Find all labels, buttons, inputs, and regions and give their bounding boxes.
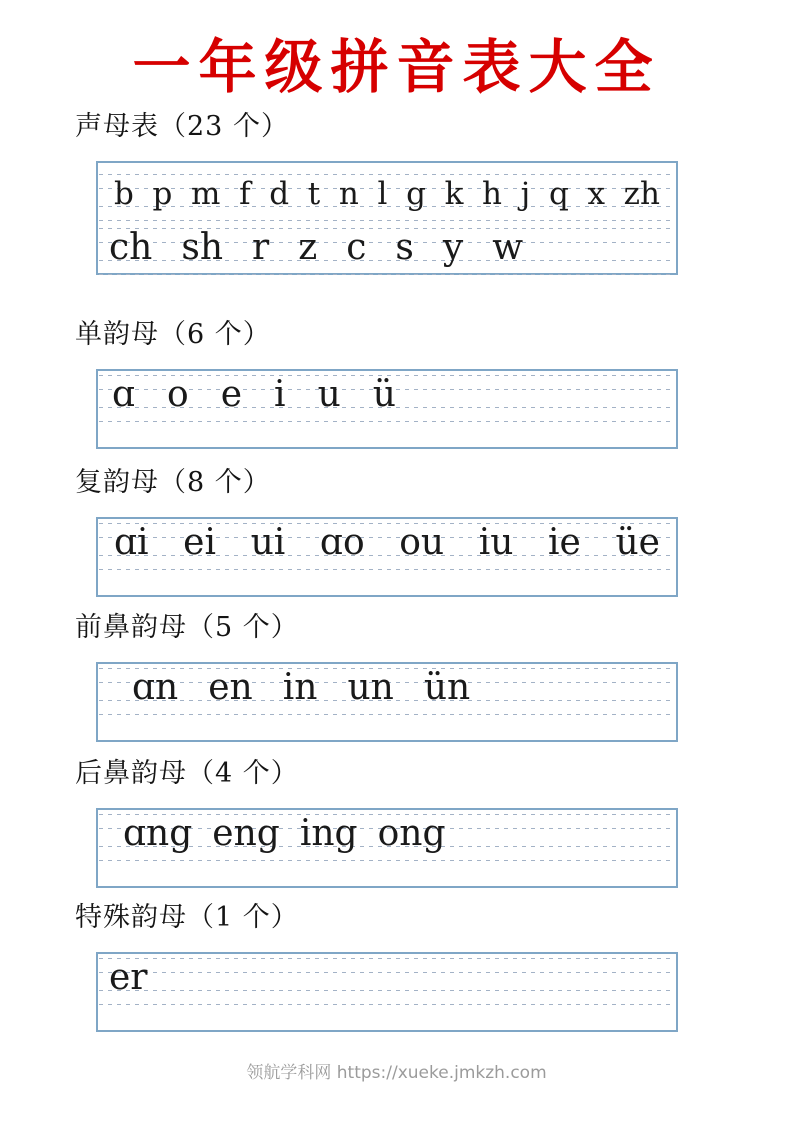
watermark-footer: 领航学科网 https://xueke.jmkzh.com (246, 1063, 547, 1083)
section-heading: 单韵母（6 个） (75, 319, 271, 350)
section-compound-finals (0, 466, 793, 597)
section-heading: 后鼻韵母（4 个） (75, 758, 299, 789)
pinyin-letter: x (587, 176, 605, 212)
pinyin-letter: z (298, 227, 318, 268)
pinyin-letter: j (520, 176, 531, 212)
pinyin-letter: ɑn (132, 667, 179, 708)
pinyin-letter: f (239, 176, 251, 212)
four-line-grid (99, 227, 675, 275)
pinyin-letter-row (99, 169, 675, 221)
pinyin-letter-row (99, 953, 675, 1005)
pinyin-letter: q (548, 176, 569, 212)
section-heading: 声母表（23 个） (75, 111, 289, 142)
four-line-grid (99, 957, 675, 1005)
section-back-nasal-finals (0, 757, 793, 888)
pinyin-letter: ch (109, 227, 153, 268)
pinyin-letter: ei (183, 522, 216, 563)
pinyin-letter: h (482, 176, 503, 212)
section-simple-finals (0, 318, 793, 449)
pinyin-letter: t (307, 176, 321, 212)
pinyin-letter: sh (181, 227, 224, 268)
section-front-nasal-finals (0, 611, 793, 742)
pinyin-letter: ü (372, 374, 396, 415)
pinyin-letter-row (99, 809, 675, 861)
pinyin-letter: üe (615, 522, 660, 563)
writing-grid-box (96, 952, 678, 1032)
pinyin-letter: ün (423, 667, 471, 708)
section-heading: 前鼻韵母（5 个） (75, 612, 299, 643)
writing-grid-box (96, 662, 678, 742)
pinyin-letter: w (492, 227, 524, 268)
pinyin-letter: k (444, 176, 464, 212)
four-line-grid (99, 522, 675, 570)
pinyin-letter: i (274, 374, 286, 415)
pinyin-letter: y (442, 227, 464, 268)
pinyin-letter: c (346, 227, 367, 268)
pinyin-letter: ou (399, 522, 445, 563)
pinyin-letter: ɑ (112, 374, 136, 415)
pinyin-letter-row (99, 370, 675, 422)
pinyin-letter-row (99, 518, 675, 570)
pinyin-letter: l (377, 176, 388, 212)
pinyin-letter: ing (299, 813, 358, 854)
pinyin-letter: un (347, 667, 394, 708)
pinyin-letter: iu (478, 522, 514, 563)
pinyin-letter: s (395, 227, 414, 268)
pinyin-letter-row (99, 223, 675, 275)
pinyin-letter: r (252, 227, 270, 268)
pinyin-letter: en (208, 667, 253, 708)
pinyin-letter: eng (212, 813, 280, 854)
pinyin-letter: ɑng (123, 813, 193, 854)
pinyin-letter: n (338, 176, 359, 212)
writing-grid-box (96, 369, 678, 449)
section-special-final (0, 901, 793, 1032)
pinyin-letter: b (114, 176, 134, 212)
pinyin-letter: ui (250, 522, 286, 563)
four-line-grid (99, 667, 675, 715)
four-line-grid (99, 374, 675, 422)
writing-grid-box (96, 517, 678, 597)
pinyin-letter: ɑi (114, 522, 149, 563)
writing-grid-box (96, 161, 678, 275)
pinyin-letter: p (152, 176, 173, 212)
pinyin-letter: u (317, 374, 341, 415)
pinyin-letter: in (282, 667, 318, 708)
four-line-grid (99, 813, 675, 861)
pinyin-letter: d (269, 176, 290, 212)
four-line-grid (99, 173, 675, 221)
section-heading: 复韵母（8 个） (75, 467, 271, 498)
pinyin-letter: o (167, 374, 189, 415)
pinyin-letter: er (109, 957, 148, 998)
section-initials (0, 110, 793, 275)
writing-grid-box (96, 808, 678, 888)
pinyin-letter: ɑo (319, 522, 365, 563)
pinyin-letter: g (406, 176, 426, 212)
pinyin-letter: ong (377, 813, 446, 854)
pinyin-letter-row (99, 663, 675, 715)
pinyin-letter: m (191, 176, 221, 212)
pinyin-letter: ie (548, 522, 581, 563)
pinyin-letter: e (220, 374, 243, 415)
page-title: 一年级拼音表大全 (132, 33, 661, 101)
pinyin-letter: zh (623, 176, 660, 212)
section-heading: 特殊韵母（1 个） (75, 902, 299, 933)
